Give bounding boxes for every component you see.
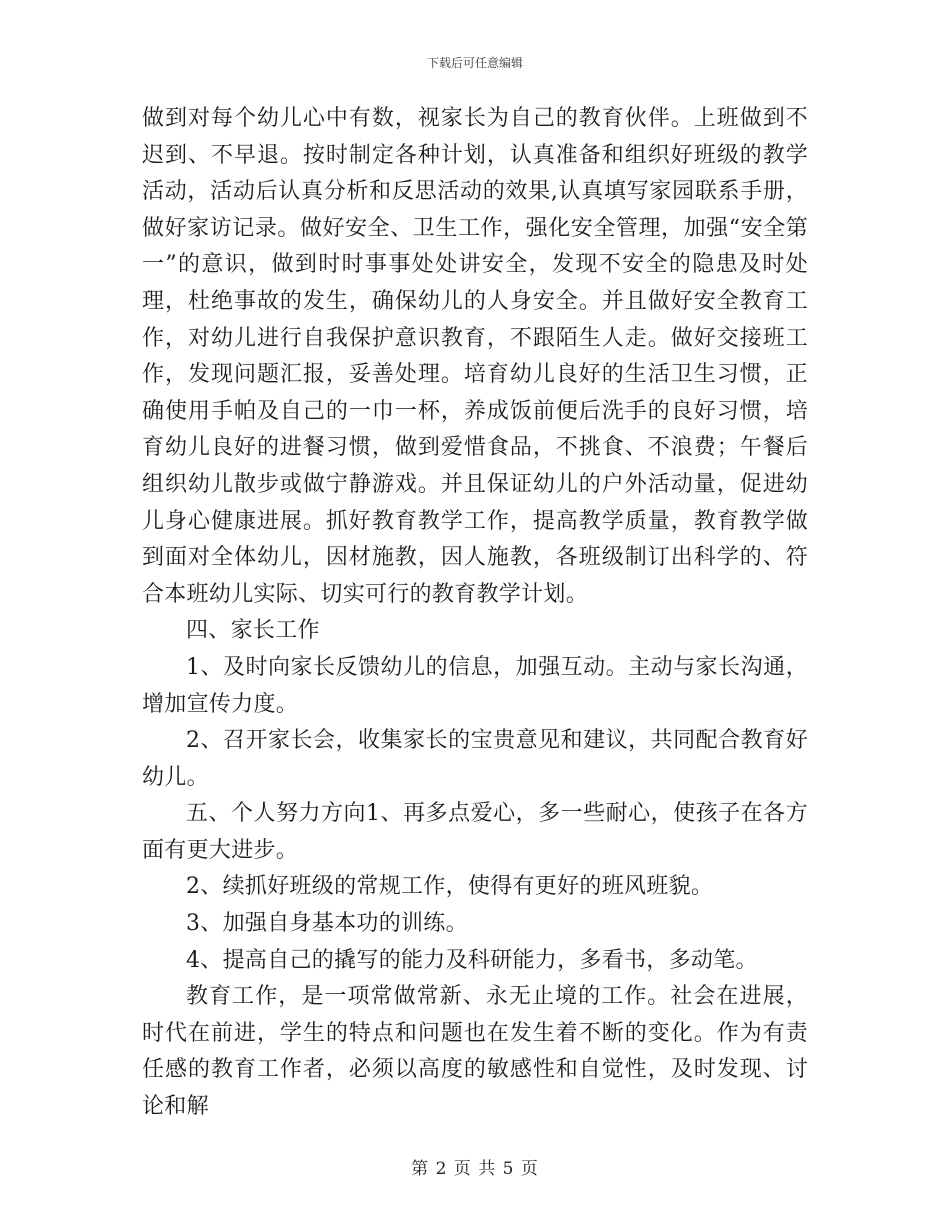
paragraph-item-4: 4、提高自己的撬写的能力及科研能力，多看书，多动笔。 [186, 947, 758, 973]
paragraph-item-2: 2、召开家长会，收集家长的宝贵意见和建议，共同配合教育好幼儿。 [142, 728, 808, 790]
page-number: 第 2 页 共 5 页 [411, 1159, 539, 1179]
paragraph-item-2b: 2、续抓好班级的常规工作，使得有更好的班风班貌。 [186, 874, 714, 900]
page-header: 下载后可任意编辑 [426, 56, 523, 70]
paragraph-item-3: 3、加强自身基本功的训练。 [186, 911, 468, 937]
paragraph-item-1: 1、及时向家长反馈幼儿的信息，加强互动。主动与家长沟通，增加宣传力度。 [142, 654, 808, 717]
section-heading-parent-work: 四、家长工作 [186, 618, 320, 644]
document-body [142, 101, 808, 1126]
paragraph-continued: 做到对每个幼儿心中有数，视家长为自己的教育伙伴。上班做到不迟到、不早退。按时制定各种计划，认真准备和组织好班级的教学活动，活动后认真分析和反思活动的效果,认真填写家园联系手册，做好家访记录。做好安全、卫生工作，强化安全管理，加强“安全第一”的意识，做到时时事事处处讲安全，发现不安全的隐患及时处理，杜绝事故的发生，确保幼儿的人身安全。并且做好安全教育工作，对幼儿进行自我保护意识教育，不跟陌生人走。做好交接班工作，发现问题汇报，妥善处理。培育幼儿良好的生活卫生习惯，正确使用手帕及自己的一巾一杯，养成饭前便后洗手的良好习惯，培育幼儿良好的进餐习惯，做到爱惜食品，不挑食、不浪费；午餐后组织幼儿散步或做宁静游戏。并且保证幼儿的户外活动量，促进幼儿身心健康进展。抓好教育教学工作，提高教学质量，教育教学做到面对全体幼儿，因材施教，因人施教，各班级制订出科学的、符合本班幼儿实际、切实可行的教育教学计划。 [142, 106, 808, 607]
section-heading-personal-direction: 五、个人努力方向1、再多点爱心，多一些耐心，使孩子在各方面有更大进步。 [142, 801, 808, 863]
paragraph-conclusion: 教育工作，是一项常做常新、永无止境的工作。社会在进展，时代在前进，学生的特点和问题也在发生着不断的变化。作为有责任感的教育工作者，必须以高度的敏感性和自觉性，及时发现、讨论和解 [142, 984, 808, 1120]
